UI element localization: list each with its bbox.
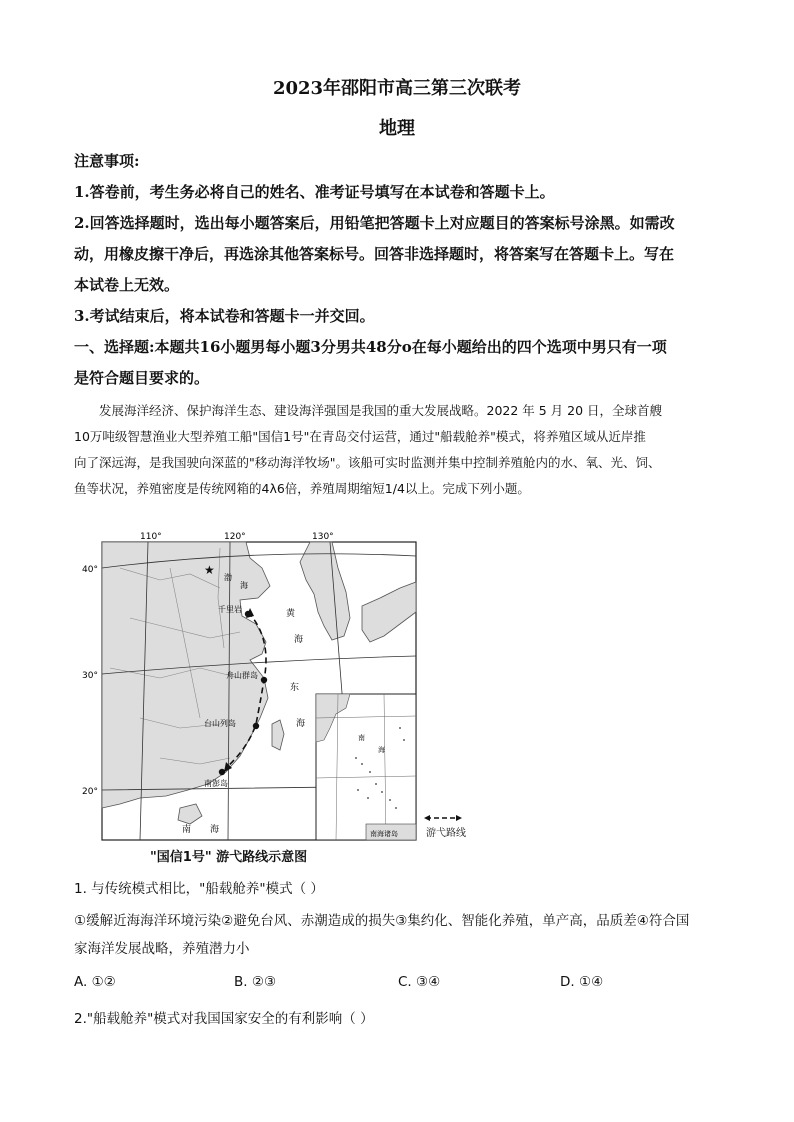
- question-1-option-b: B. ②③: [234, 974, 277, 990]
- taishan-point: [253, 723, 259, 729]
- question-1-option-a: A. ①②: [74, 974, 116, 990]
- nanpeng-point: [219, 769, 225, 775]
- label-dong: 东: [290, 683, 300, 693]
- notice-item-2-line-3: 本试卷上无效。: [74, 276, 180, 294]
- question-1-option-c: C. ③④: [398, 974, 441, 990]
- notice-item-3: 3.考试结束后，将本试卷和答题卡一并交回。: [74, 307, 375, 325]
- passage-line-4: 鱼等状况，养殖密度是传统网箱的4λ6倍，养殖周期缩短1/4以上。完成下列小题。: [74, 481, 530, 496]
- lon-label-110: 110°: [140, 532, 162, 542]
- lat-label-30: 30°: [82, 671, 98, 681]
- label-inset-hai: 海: [378, 746, 385, 754]
- notice-item-2-line-2: 动，用橡皮擦干净后，再选涂其他答案标号。回答非选择题时，将答案写在答题卡上。写在: [74, 245, 675, 263]
- label-nan: 南: [182, 825, 192, 835]
- passage-line-3: 向了深远海，是我国驶向深蓝的"移动海洋牧场"。该船可实时监测并集中控制养殖舱内的水、氧、光、饲、: [74, 455, 661, 470]
- question-1-text-line-2: 家海洋发展战略，养殖潜力小: [74, 941, 250, 957]
- label-huang-2: 海: [294, 635, 304, 645]
- question-1-text-line-1: ①缓解近海海洋环境污染②避免台风、赤潮造成的损失③集约化、智能化养殖，单产高，品质差④符合国: [74, 913, 690, 929]
- question-1-stem: 1. 与传统模式相比，"船载舱养"模式（ ）: [74, 881, 324, 897]
- question-2-stem: 2."船载舱养"模式对我国国家安全的有利影响（ ）: [74, 1011, 374, 1027]
- section-heading-line-1: 一、选择题:本题共16小题男每小题3分男共48分o在每小题给出的四个选项中男只有一项: [74, 338, 667, 356]
- legend-arrow-right-icon: [456, 815, 462, 821]
- section-heading-line-2: 是符合题目要求的。: [74, 369, 210, 387]
- question-1-option-d: D. ①④: [560, 974, 604, 990]
- passage-line-2: 10万吨级智慧渔业大型养殖工船"国信1号"在青岛交付运营，通过"船载舱养"模式，将养殖区域从近岸推: [74, 429, 646, 444]
- lat-label-40: 40°: [82, 565, 98, 575]
- lat-label-20: 20°: [82, 787, 98, 797]
- label-huang: 黄: [286, 609, 296, 619]
- zhoushan-point: [261, 677, 267, 683]
- route-map: [82, 528, 480, 858]
- notice-item-1: 1.答卷前，考生务必将自己的姓名、准考证号填写在本试卷和答题卡上。: [74, 183, 555, 201]
- passage-line-1: 发展海洋经济、保护海洋生态、建设海洋强国是我国的重大发展战略。2022 年 5 月 20 日，全球首艘: [99, 403, 663, 418]
- label-dong-2: 海: [296, 719, 306, 729]
- label-zhoushan: 舟山群岛: [226, 671, 258, 680]
- lon-label-130: 130°: [312, 532, 334, 542]
- lon-label-120: 120°: [224, 532, 246, 542]
- subject-title: 地理: [379, 118, 415, 139]
- legend-label: 游弋路线: [426, 828, 466, 839]
- label-inset-scs: 南海诸岛: [370, 830, 398, 838]
- legend-arrow-left-icon: [424, 815, 430, 821]
- exam-title: 2023年邵阳市高三第三次联考: [272, 78, 522, 99]
- notice-heading: 注意事项:: [74, 152, 140, 170]
- qianli-point: [245, 611, 251, 617]
- map-caption: "国信1号" 游弋路线示意图: [150, 850, 308, 865]
- capital-star-icon: ★: [204, 563, 215, 577]
- label-inset-nan: 南: [358, 734, 365, 742]
- notice-item-2-line-1: 2.回答选择题时，选出每小题答案后，用铅笔把答题卡上对应题目的答案标号涂黑。如需改: [74, 214, 675, 232]
- label-bohai: 渤: [224, 573, 232, 582]
- label-bohai-2: 海: [240, 581, 248, 590]
- label-qianli: 千里岩: [218, 605, 242, 614]
- label-taishan: 台山列岛: [204, 719, 236, 728]
- label-nanpeng: 南澎岛: [204, 779, 228, 788]
- label-nan-2: 海: [210, 825, 220, 835]
